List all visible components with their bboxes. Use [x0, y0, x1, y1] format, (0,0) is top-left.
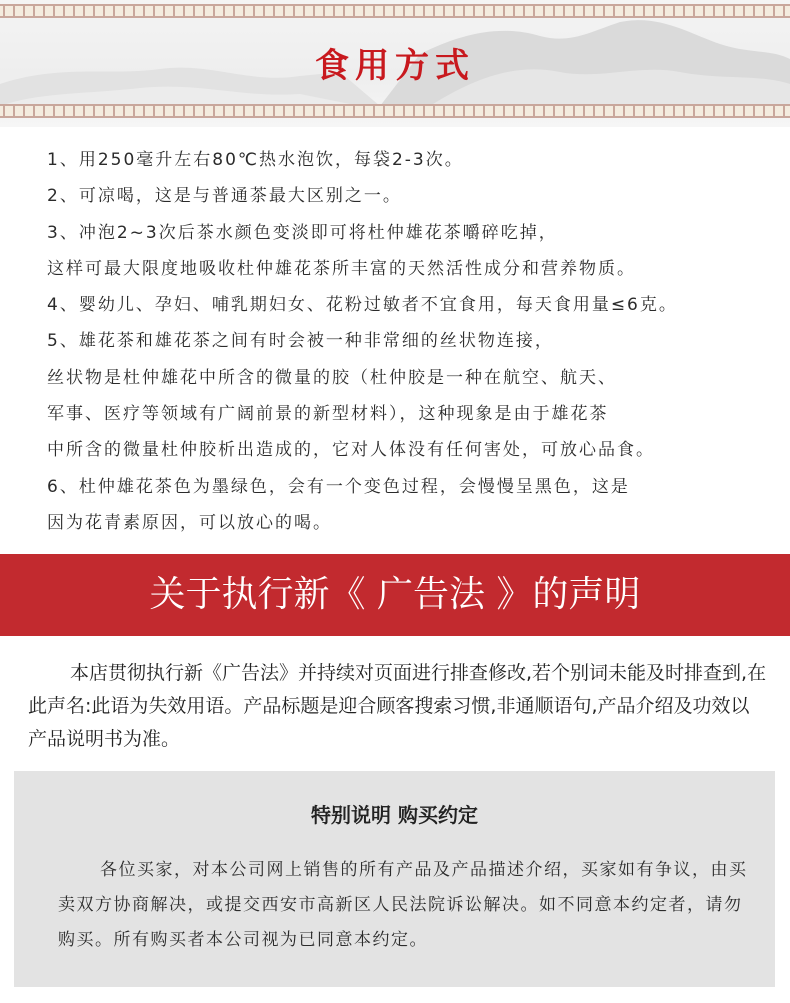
- usage-line: 1、用250毫升左右80℃热水泡饮，每袋2-3次。: [47, 150, 464, 170]
- special-notice-body: [58, 853, 758, 958]
- section-header: [0, 0, 790, 127]
- special-notice-title: 特别说明 购买约定: [311, 803, 478, 827]
- fret-border-bottom: [0, 104, 790, 118]
- special-notice-panel: [14, 771, 775, 987]
- usage-line: 4、婴幼儿、孕妇、哺乳期妇女、花粉过敏者不宜食用，每天食用量≤6克。: [47, 295, 678, 316]
- usage-line: 6、杜仲雄花茶色为墨绿色，会有一个变色过程，会慢慢呈黑色，这是: [47, 476, 630, 497]
- usage-instructions: [47, 146, 777, 545]
- usage-line: 5、雄花茶和雄花茶之间有时会被一种非常细的丝状物连接，: [47, 331, 554, 352]
- special-notice-text: 各位买家，对本公司网上销售的所有产品及产品描述介绍，买家如有争议，由买卖双方协商解决，或提交西安市高新区人民法院诉讼解决。如不同意本约定者，请勿购买。所有购买者本公司视为已同意本约定。: [58, 860, 748, 950]
- advertising-law-statement: [28, 657, 768, 756]
- statement-text: 本店贯彻执行新《广告法》并持续对页面进行排查修改,若个别词未能及时排查到,在此声名:此语为失效用语。产品标题是迎合顾客搜索习惯,非通顺语句,产品介绍及功效以产品说明书为准。: [28, 662, 767, 750]
- section-title: 食用方式: [315, 46, 475, 86]
- usage-line: 因为花青素原因，可以放心的喝。: [47, 512, 332, 533]
- usage-line: 2、可凉喝，这是与普通茶最大区别之一。: [47, 186, 402, 207]
- usage-line: 3、冲泡2~3次后茶水颜色变淡即可将杜仲雄花茶嚼碎吃掉，: [47, 222, 558, 243]
- usage-line: 中所含的微量杜仲胶析出造成的，它对人体没有任何害处，可放心品食。: [47, 440, 655, 461]
- usage-line: 这样可最大限度地吸收杜仲雄花茶所丰富的天然活性成分和营养物质。: [47, 258, 636, 279]
- usage-line: 军事、医疗等领域有广阔前景的新型材料），这种现象是由于雄花茶: [47, 404, 609, 425]
- usage-line: 丝状物是杜仲雄花中所含的微量的胶（杜仲胶是一种在航空、航天、: [47, 367, 617, 388]
- advertising-law-banner: 关于执行新《 广告法 》的声明: [0, 554, 790, 636]
